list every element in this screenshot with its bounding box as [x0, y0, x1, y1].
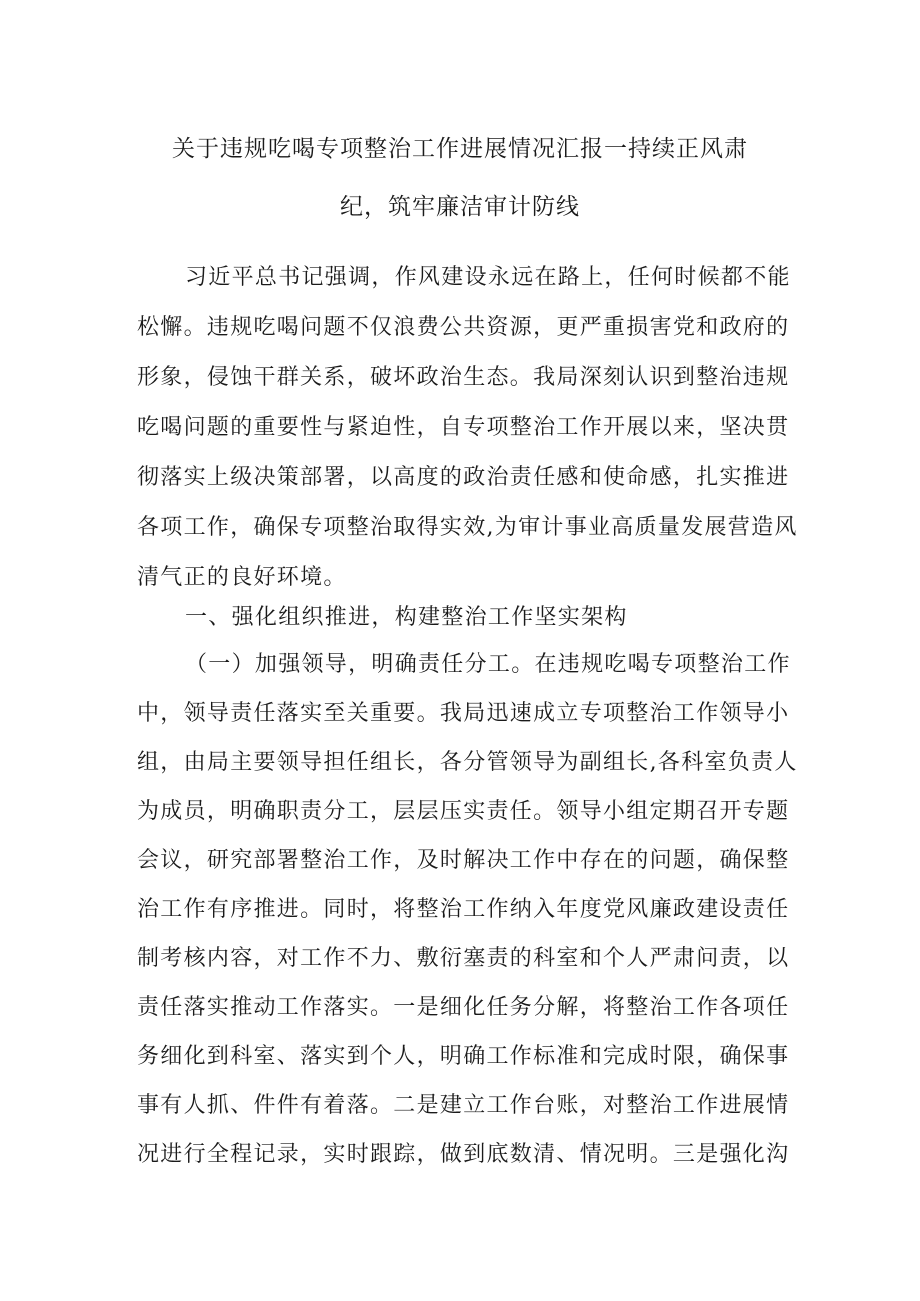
intro-line: 彻落实上级决策部署，以高度的政治责任感和使命感，扎实推进 [137, 465, 790, 490]
body-line: 会议，研究部署整治工作，及时解决工作中存在的问题，确保整 [137, 848, 790, 873]
body-line: 中，领导责任落实至关重要。我局迅速成立专项整治工作领导小 [137, 701, 790, 726]
body-line: （一）加强领导，明确责任分工。在违规吃喝专项整治工作 [185, 652, 791, 677]
body-line: 况进行全程记录，实时跟踪，做到底数清、情况明。三是强化沟 [137, 1142, 790, 1167]
body-line: 制考核内容，对工作不力、敷衍塞责的科室和个人严肃问责，以 [137, 946, 790, 971]
document-title-line-2: 纪，筑牢廉洁审计防线 [340, 194, 580, 220]
body-line: 务细化到科室、落实到个人，明确工作标准和完成时限，确保事 [137, 1044, 790, 1069]
section-heading: 一、强化组织推进，构建整治工作坚实架构 [185, 605, 628, 630]
intro-line: 吃喝问题的重要性与紧迫性，自专项整治工作开展以来，坚决贯 [137, 415, 790, 440]
body-line: 责任落实推动工作落实。一是细化任务分解，将整治工作各项任 [137, 995, 790, 1020]
body-line: 事有人抓、件件有着落。二是建立工作台账，对整治工作进展情 [137, 1093, 790, 1118]
intro-line: 松懈。违规吃喝问题不仅浪费公共资源，更严重损害党和政府的 [137, 315, 790, 340]
intro-line: 各项工作，确保专项整治取得实效,为审计事业高质量发展营造风 [137, 515, 798, 540]
body-line: 组，由局主要领导担任组长，各分管领导为副组长,各科室负责人 [137, 750, 798, 775]
document-title-line-1: 关于违规吃喝专项整治工作进展情况汇报一持续正风肃 [172, 136, 748, 162]
body-line: 治工作有序推进。同时，将整治工作纳入年度党风廉政建设责任 [137, 897, 790, 922]
intro-line: 习近平总书记强调，作风建设永远在路上，任何时候都不能 [185, 265, 791, 290]
intro-line: 清气正的良好环境。 [137, 565, 347, 590]
body-line: 为成员，明确职责分工，层层压实责任。领导小组定期召开专题 [137, 799, 790, 824]
intro-line: 形象，侵蚀干群关系，破坏政治生态。我局深刻认识到整治违规 [137, 365, 790, 390]
